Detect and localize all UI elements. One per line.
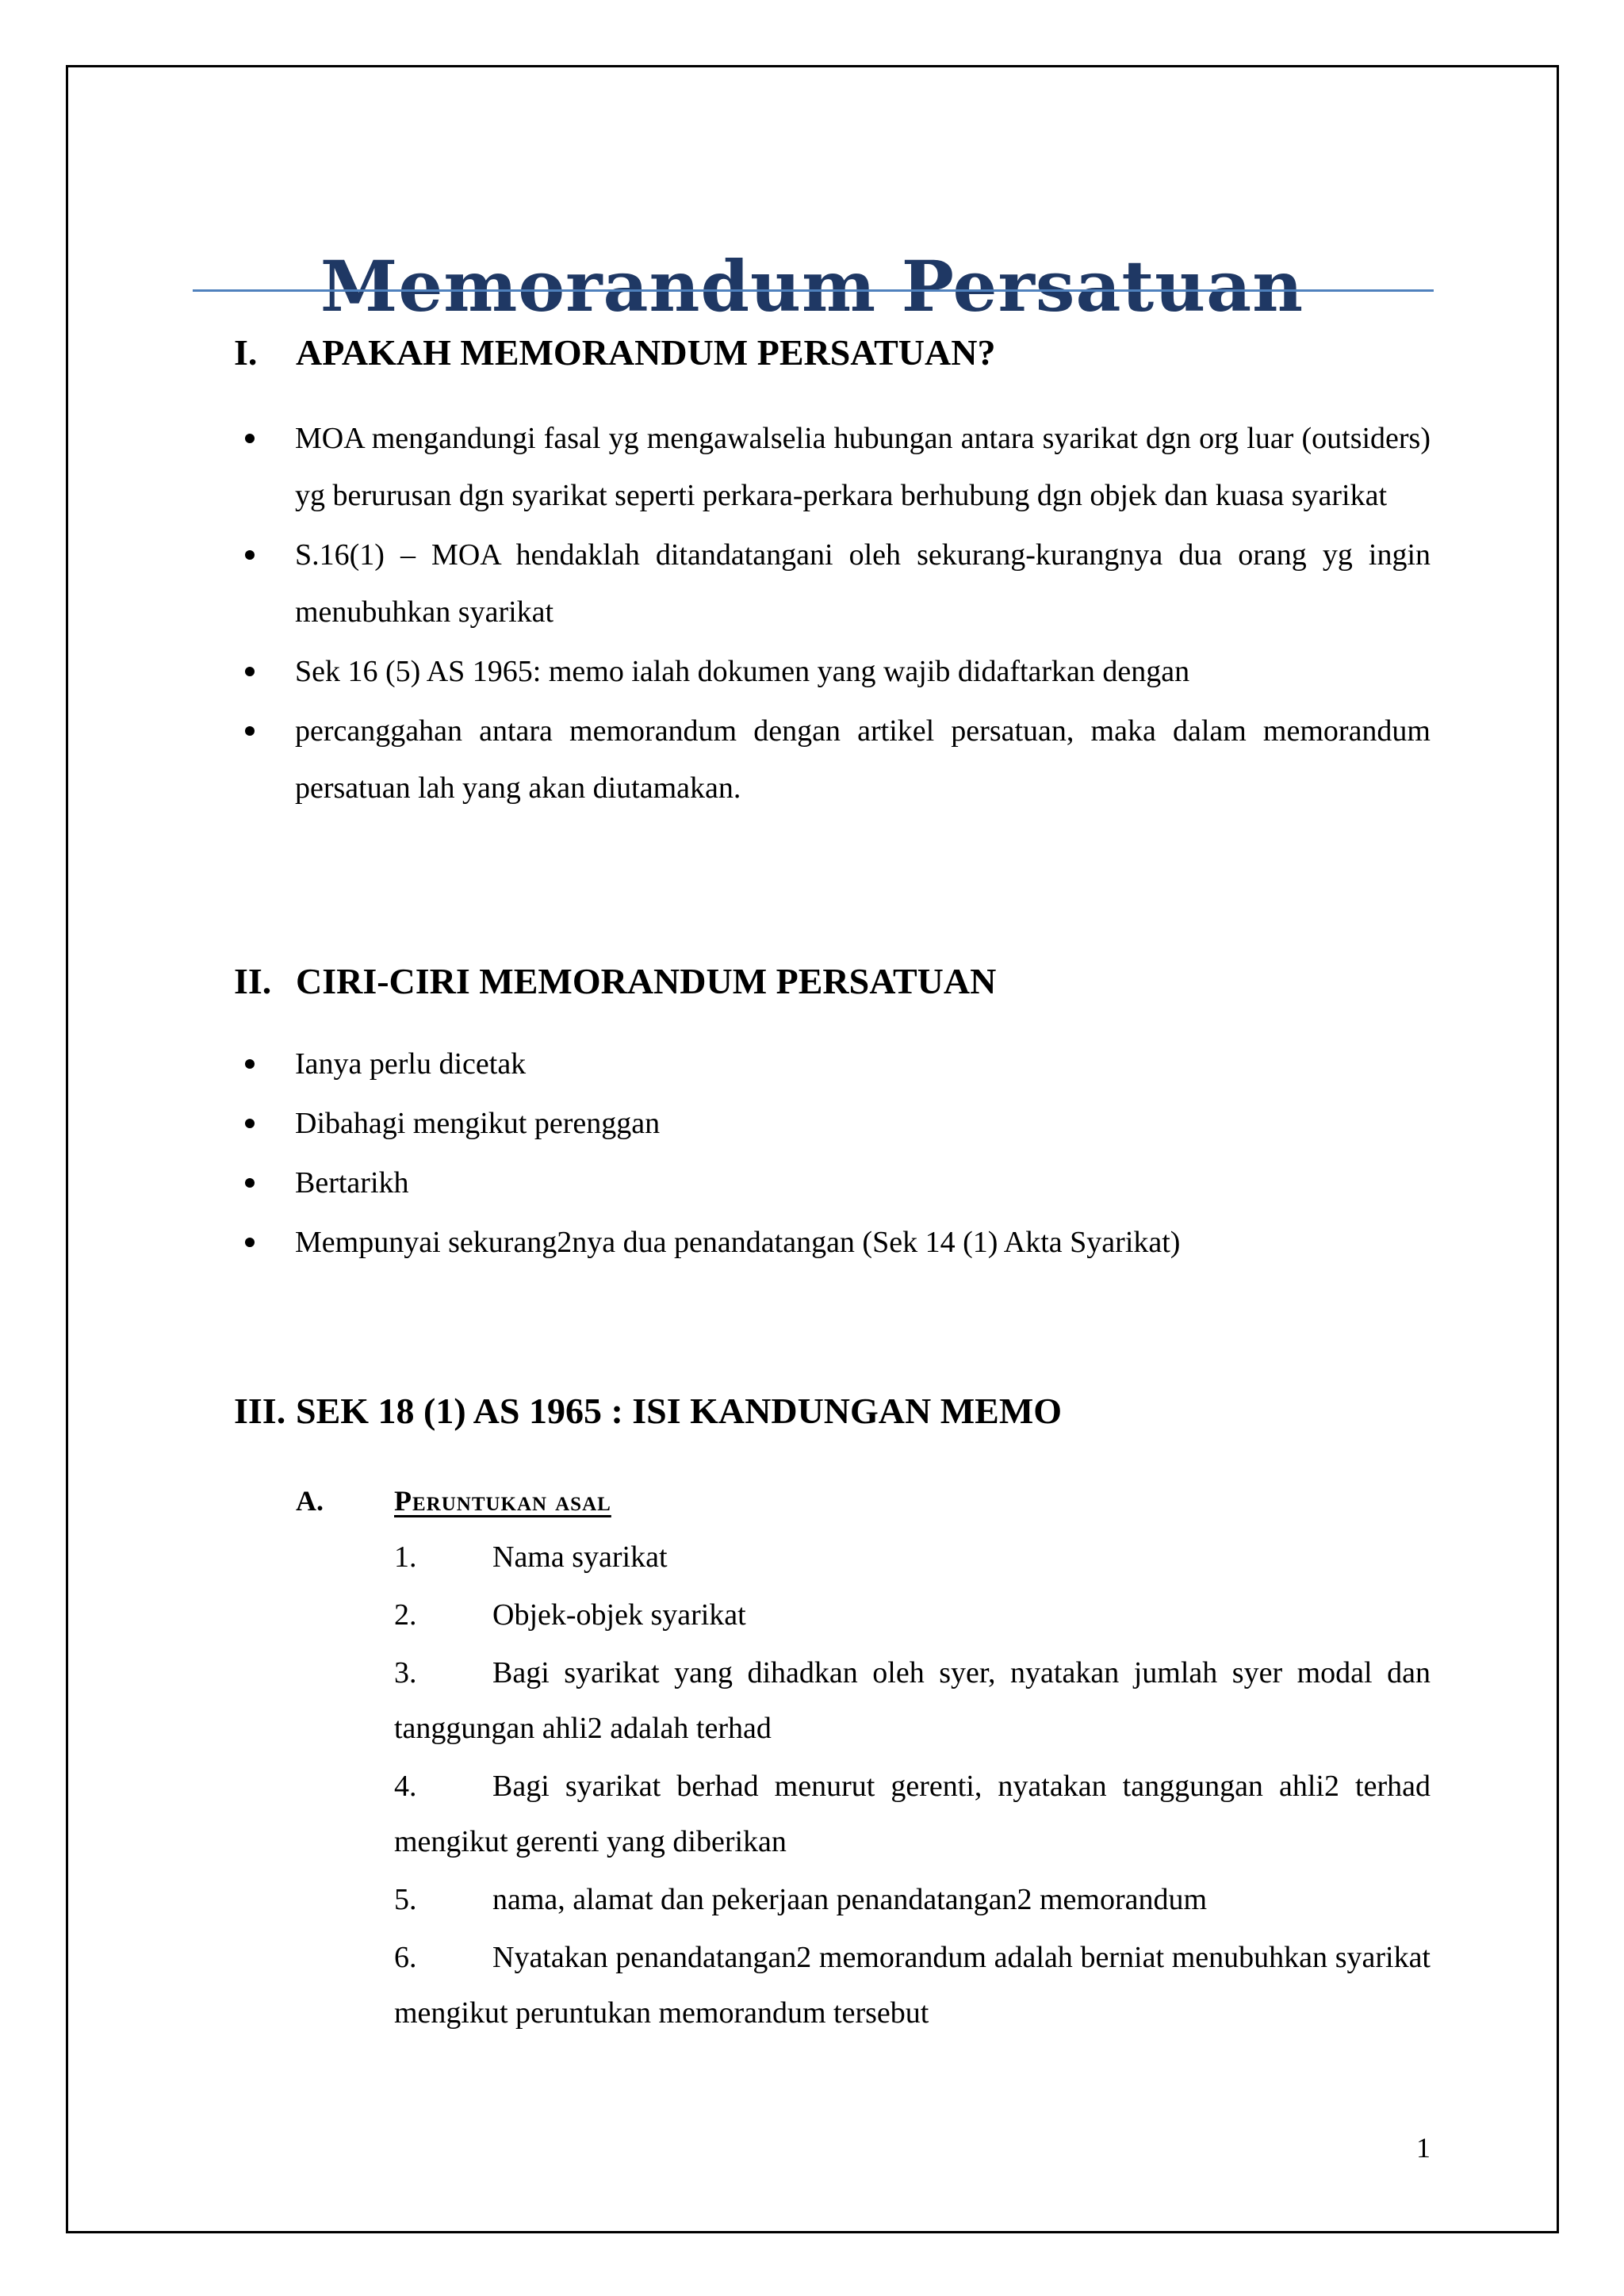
list-item-number: 3. <box>394 1656 417 1689</box>
section-1-title: APAKAH MEMORANDUM PERSATUAN? <box>296 332 996 373</box>
section-3-number: III. <box>234 1391 286 1431</box>
section-1-number: I. <box>234 332 258 373</box>
section-3-heading <box>234 1387 1062 1435</box>
subsection-a-heading <box>296 1477 611 1525</box>
list-item-number: 6. <box>394 1941 417 1974</box>
list-item <box>394 1930 1431 2041</box>
list-item-number: 1. <box>394 1540 417 1574</box>
bullet-item: S.16(1) – MOA hendaklah ditandatangani oleh sekurang-kurangnya dua orang yg ingin menubuhkan syarikat <box>295 526 1431 641</box>
section-1-bullet-list <box>295 410 1431 819</box>
list-item-text: Objek-objek syarikat <box>492 1598 746 1632</box>
list-item <box>394 1872 1431 1927</box>
section-1-heading <box>234 329 995 377</box>
section-2-number: II. <box>234 961 272 1001</box>
bullet-item: Mempunyai sekurang2nya dua penandatangan (Sek 14 (1) Akta Syarikat) <box>295 1214 1431 1271</box>
bullet-item: Dibahagi mengikut perenggan <box>295 1095 1431 1152</box>
document-title: Memorandum Persatuan <box>320 244 1304 327</box>
section-2-title: CIRI-CIRI MEMORANDUM PERSATUAN <box>296 961 997 1001</box>
list-item-number: 5. <box>394 1883 417 1916</box>
bullet-item: percanggahan antara memorandum dengan artikel persatuan, maka dalam memorandum persatuan lah yang akan diutamakan. <box>295 702 1431 817</box>
list-item-text: nama, alamat dan pekerjaan penandatangan2 memorandum <box>492 1883 1208 1916</box>
list-item-text: Bagi syarikat yang dihadkan oleh syer, nyatakan jumlah syer modal dan tanggungan ahli2 adalah terhad <box>394 1656 1431 1745</box>
subsection-a-list <box>394 1529 1431 2043</box>
list-item <box>394 1645 1431 1756</box>
section-2-heading <box>234 958 996 1005</box>
page-number: 1 <box>1416 2132 1431 2164</box>
bullet-item: Ianya perlu dicetak <box>295 1035 1431 1093</box>
title-underline <box>193 289 1434 292</box>
list-item-text: Bagi syarikat berhad menurut gerenti, nyatakan tanggungan ahli2 terhad mengikut gerenti yang diberikan <box>394 1770 1431 1858</box>
bullet-item: Sek 16 (5) AS 1965: memo ialah dokumen yang wajib didaftarkan dengan <box>295 643 1431 700</box>
section-3-title: SEK 18 (1) AS 1965 : ISI KANDUNGAN MEMO <box>296 1391 1063 1431</box>
list-item-text: Nama syarikat <box>492 1540 668 1574</box>
list-item-number: 4. <box>394 1770 417 1803</box>
bullet-item: MOA mengandungi fasal yg mengawalselia hubungan antara syarikat dgn org luar (outsiders) yg berurusan dgn syarikat seperti perkara-perkara berhubung dgn objek dan kuasa syarikat <box>295 410 1431 524</box>
subsection-a-letter: A. <box>296 1485 324 1517</box>
list-item-number: 2. <box>394 1598 417 1632</box>
list-item <box>394 1587 1431 1643</box>
list-item <box>394 1758 1431 1869</box>
bullet-item: Bertarikh <box>295 1154 1431 1211</box>
list-item-text: Nyatakan penandatangan2 memorandum adalah berniat menubuhkan syarikat mengikut peruntukan memorandum tersebut <box>394 1941 1431 2030</box>
subsection-a-title: Peruntukan asal <box>394 1485 611 1517</box>
list-item <box>394 1529 1431 1585</box>
section-2-bullet-list <box>295 1035 1431 1273</box>
